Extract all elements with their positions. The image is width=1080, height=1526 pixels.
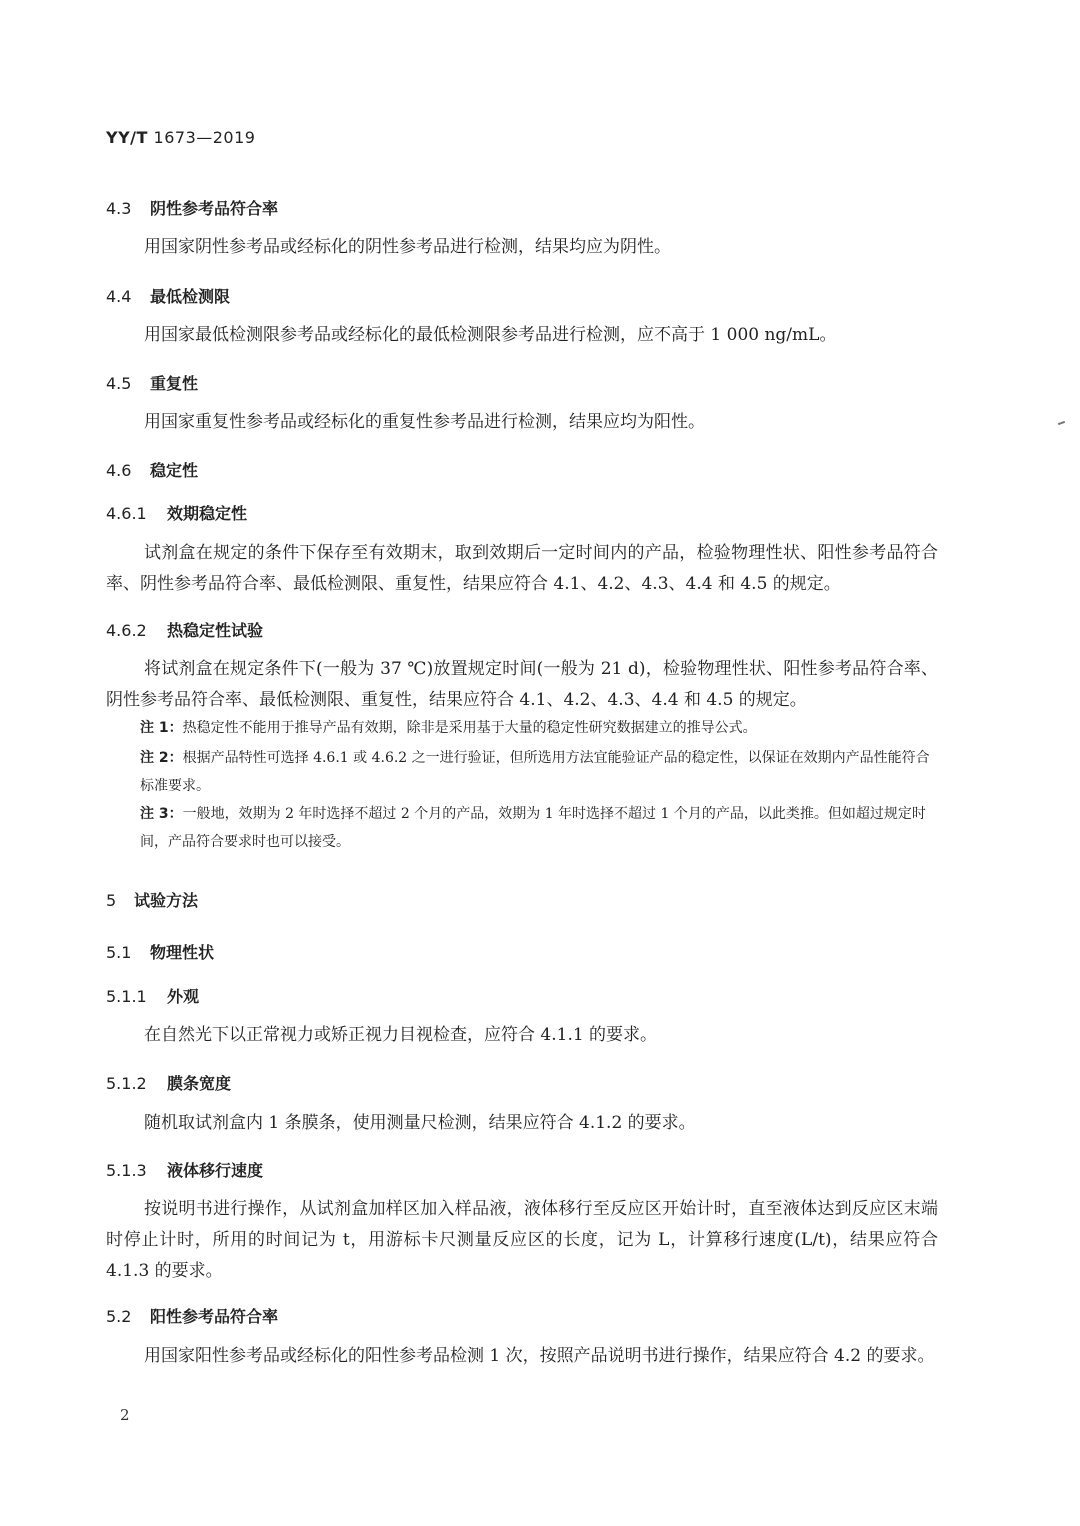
heading-4-6 bbox=[106, 458, 198, 481]
section-title: 最低检测限 bbox=[150, 287, 231, 306]
heading-4-5 bbox=[106, 371, 198, 394]
section-title: 热稳定性试验 bbox=[167, 621, 264, 640]
paragraph-5-1-2: 随机取试剂盒内 1 条膜条，使用测量尺检测，结果应符合 4.1.2 的要求。 bbox=[144, 1113, 696, 1133]
page-number: 2 bbox=[120, 1406, 130, 1424]
note-label: 注 1： bbox=[140, 720, 183, 736]
heading-5-2 bbox=[106, 1304, 278, 1327]
note-3 bbox=[140, 800, 938, 856]
section-number: 4.6.2 bbox=[106, 621, 147, 640]
section-title: 阴性参考品符合率 bbox=[150, 199, 279, 218]
section-title: 重复性 bbox=[150, 374, 199, 393]
paragraph-4-6-2: 将试剂盒在规定条件下(一般为 37 ℃)放置规定时间(一般为 21 d)，检验物理性状、阳性参考品符合率、阴性参考品符合率、最低检测限、重复性，结果应符合 4.1、4.2、4.3、4.4 和 4.5 的规定。 bbox=[106, 659, 938, 710]
section-number: 4.6.1 bbox=[106, 504, 147, 523]
section-number: 5.1.2 bbox=[106, 1074, 147, 1093]
note-2 bbox=[140, 744, 938, 800]
heading-5-1-3 bbox=[106, 1158, 263, 1181]
paragraph-4-6-1: 试剂盒在规定的条件下保存至有效期末，取到效期后一定时间内的产品，检验物理性状、阳性参考品符合率、阴性参考品符合率、最低检测限、重复性，结果应符合 4.1、4.2、4.3、4.4 和 4.5 的规定。 bbox=[106, 543, 938, 594]
note-1 bbox=[140, 714, 938, 742]
section-number: 4.4 bbox=[106, 287, 132, 306]
section-title: 物理性状 bbox=[150, 943, 215, 962]
section-number: 5.2 bbox=[106, 1307, 132, 1326]
heading-5-1-1 bbox=[106, 984, 199, 1007]
paragraph-4-4: 用国家最低检测限参考品或经标化的最低检测限参考品进行检测，应不高于 1 000 ng/mL。 bbox=[144, 325, 837, 345]
note-text: 根据产品特性可选择 4.6.1 或 4.6.2 之一进行验证，但所选用方法宜能验证产品的稳定性，以保证在效期内产品性能符合标准要求。 bbox=[140, 750, 930, 794]
note-label: 注 3： bbox=[140, 806, 183, 822]
note-text: 热稳定性不能用于推导产品有效期，除非是采用基于大量的稳定性研究数据建立的推导公式。 bbox=[182, 720, 757, 736]
section-title: 外观 bbox=[167, 987, 200, 1006]
section-number: 5.1.1 bbox=[106, 987, 147, 1006]
note-label: 注 2： bbox=[140, 750, 183, 766]
paragraph-5-1-1: 在自然光下以正常视力或矫正视力目视检查，应符合 4.1.1 的要求。 bbox=[144, 1025, 658, 1045]
section-title: 膜条宽度 bbox=[167, 1074, 232, 1093]
heading-4-4 bbox=[106, 284, 230, 307]
paragraph-5-2: 用国家阳性参考品或经标化的阳性参考品检测 1 次，按照产品说明书进行操作，结果应符合 4.2 的要求。 bbox=[144, 1346, 935, 1366]
section-title: 效期稳定性 bbox=[167, 504, 248, 523]
heading-5-1 bbox=[106, 940, 214, 963]
section-number: 5.1.3 bbox=[106, 1161, 147, 1180]
standard-code-number: 1673—2019 bbox=[147, 128, 256, 147]
paragraph-5-1-3: 按说明书进行操作，从试剂盒加样区加入样品液，液体移行至反应区开始计时，直至液体达到反应区末端时停止计时，所用的时间记为 t，用游标卡尺测量反应区的长度，记为 L，计算移行速度(L/t)，结果应符合 4.1.3 的要求。 bbox=[106, 1199, 938, 1281]
heading-4-3 bbox=[106, 196, 278, 219]
section-number: 4.3 bbox=[106, 199, 132, 218]
section-title: 试验方法 bbox=[134, 891, 199, 910]
section-title: 阳性参考品符合率 bbox=[150, 1307, 279, 1326]
standard-code bbox=[106, 128, 255, 147]
heading-5 bbox=[106, 888, 198, 911]
paragraph-4-5: 用国家重复性参考品或经标化的重复性参考品进行检测，结果应均为阳性。 bbox=[144, 412, 705, 432]
heading-4-6-1 bbox=[106, 501, 247, 524]
section-number: 5.1 bbox=[106, 943, 132, 962]
scan-mark bbox=[1058, 421, 1065, 425]
section-number: 5 bbox=[106, 891, 117, 910]
section-title: 稳定性 bbox=[150, 461, 199, 480]
heading-4-6-2 bbox=[106, 618, 263, 641]
note-text: 一般地，效期为 2 年时选择不超过 2 个月的产品，效期为 1 年时选择不超过 1 个月的产品，以此类推。但如超过规定时间，产品符合要求时也可以接受。 bbox=[140, 806, 926, 850]
standard-code-prefix: YY/T bbox=[106, 128, 148, 147]
section-number: 4.5 bbox=[106, 374, 132, 393]
paragraph-4-3: 用国家阴性参考品或经标化的阴性参考品进行检测，结果均应为阴性。 bbox=[144, 237, 671, 257]
section-number: 4.6 bbox=[106, 461, 132, 480]
section-title: 液体移行速度 bbox=[167, 1161, 264, 1180]
heading-5-1-2 bbox=[106, 1071, 231, 1094]
